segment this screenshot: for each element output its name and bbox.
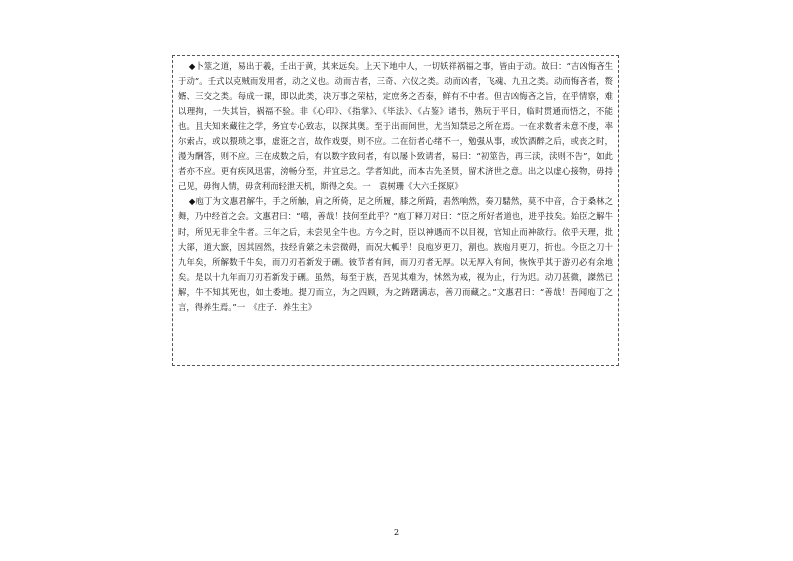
quote-box xyxy=(172,55,619,366)
page-number: 2 xyxy=(393,528,400,537)
passage-butcher: ◆庖丁为文惠君解牛，手之所触，肩之所倚，足之所履，膝之所踦，砉然响然，奏刀騞然，莫不中音，合于桑林之舞，乃中经首之会。文惠君曰：“嘻，善哉！技何至此乎？”庖丁释刀对曰：“臣之所好者道也，进乎技矣。始臣之解牛时，所见无非全牛者。三年之后，未尝见全牛也。方今之时，臣以神遇而不以目视，官知止而神欲行。依乎天理，批大郤，道大窾，因其固然，技经肯綮之未尝微碍，而况大軱乎！良庖岁更刀，割也。族庖月更刀，折也。今臣之刀十九年矣，所解数千牛矣，而刀刃若新发于硎。彼节者有间，而刀刃者无厚。以无厚入有间，恢恢乎其于游刃必有余地矣。是以十九年而刀刃若新发于硎。虽然，每至于族，吾见其难为，怵然为戒，视为止，行为迟。动刀甚微，謋然已解，牛不知其死也，如土委地。提刀而立，为之四顾，为之踌躇满志，善刀而藏之。”文惠君曰：“善哉！吾闻庖丁之言，得养生焉。”一 《庄子．养生主》 xyxy=(178,196,613,312)
passage-divination: ◆卜筮之道，易出于羲，壬出于黄，其来远矣。上天下地中人，一切妖祥祸福之事，皆由于动。故曰：“吉凶悔吝生于动”。壬式以克贼而发用者，动之义也。动而吉者，三奇、六仪之类。动而凶者，飞魂、九丑之类。动而悔吝者，赘婿、三交之类。每成一课，即以此类，决万事之荣枯，定庶务之否泰，鲜有不中者。但吉凶悔吝之旨，在乎情察，难以理拘，一失其旨，祸福不验。非《心印》、《指掌》、《毕法》、《占鉴》诸书，熟玩于平日，临时贯通而悟之，不能也。且夫知来藏往之学，务宜专心致志，以探其奥。至于出而间世，尤当知禁忌之所在焉。一在求数者未意不虔，率尔索占，或以猥琐之事，虚诳之言，故作戏耍，则不应。二在衍者心绪不一，勉强从事，或饮酒醉之后，或丧之时，漫为酬答，则不应。三在成数之后，有以数字致问者，有以屡卜致请者，易曰：“初筮告，再三渎，渎则不告”，如此者亦不应。更有疾风迅雷，滂畅分至，并宜忌之。学者知此，而本古先圣贤，留术济世之意。出之以虚心接物，毋持己见，毋徇人情，毋贪利而轻泄天机，斯得之矣。一 袁树珊《大六壬探原》 xyxy=(178,61,613,192)
